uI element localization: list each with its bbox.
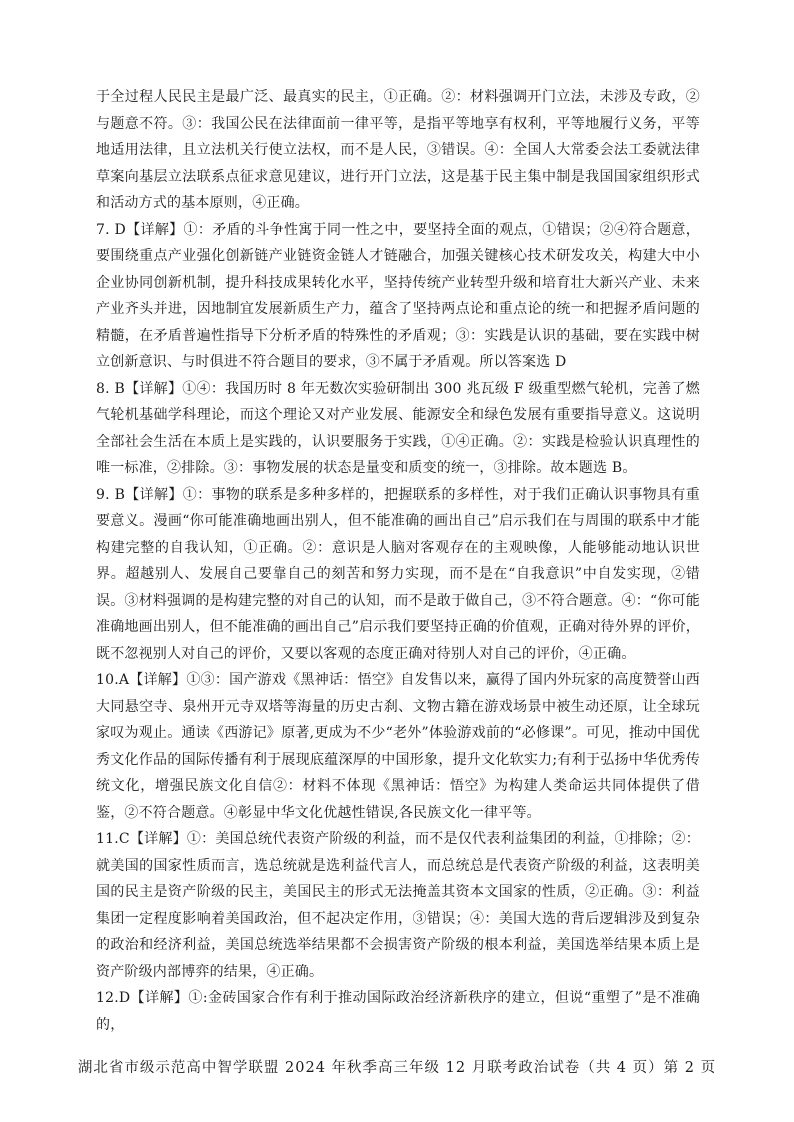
answer-paragraph-continued: 于全过程人民民主是最广泛、最真实的民主，①正确。②：材料强调开门立法，未涉及专政，②与题意不符。③：我国公民在法律面前一律平等，是指平等地享有权利，平等地履行义务，平等地适用法律，且立法机关行使立法权，而不是人民，③错误。④：全国人大常委会法工委就法律草案向基层立法联系点征求意见建议，进行开门立法，这是基于民主集中制是我国国家组织形式和活动方式的基本原则，④正确。 <box>96 89 700 211</box>
answer-paragraph-9: 9. B【详解】①：事物的联系是多种多样的，把握联系的多样性，对于我们正确认识事物具有重要意义。漫画“你可能准确地画出别人，但不能准确的画出自己”启示我们在与周围的联系中才能构建完整的自我认知，①正确。②：意识是人脑对客观存在的主观映像，人能够能动地认识世界。超越别人、发展自己要靠自己的刻苦和努力实现，而不是在“自我意识”中自发实现，②错误。③材料强调的是构建完整的对自己的认知，而不是敢于做自己，③不符合题意。④：“你可能准确地画出别人，但不能准确的画出自己”启示我们要坚持正确的价值观，正确对待外界的评价，既不忽视别人对自己的评价，又要以客观的态度正确对待别人对自己的评价，④正确。 <box>96 486 700 662</box>
answer-paragraph-12: 12.D【详解】①:金砖国家合作有利于推动国际政治经济新秩序的建立，但说“重塑了”是不准确的， <box>96 990 700 1033</box>
answer-paragraph-8: 8. B【详解】①④：我国历时 8 年无数次实验研制出 300 兆瓦级 F 级重型燃气轮机，完善了燃气轮机基础学科理论，而这个理论又对产业发展、能源安全和绿色发展有重要指导意义。这说明全部社会生活在本质上是实践的，认识要服务于实践，①④正确。②：实践是检验认识真理性的唯一标准，②排除。③：事物发展的状态是量变和质变的统一，③排除。故本题选 B。 <box>96 380 700 476</box>
page-footer: 湖北省市级示范高中智学联盟 2024 年秋季高三年级 12 月联考政治试卷（共 4 页）第 2 页 <box>77 1060 717 1076</box>
answer-paragraph-7: 7. D【详解】①：矛盾的斗争性寓于同一性之中，要坚持全面的观点，①错误；②④符合题意，要围绕重点产业强化创新链产业链资金链人才链融合，加强关键核心技术研发攻关，构建大中小企业协同创新机制，提升科技成果转化水平，坚持传统产业转型升级和培育壮大新兴产业、未来产业齐头并进，因地制宜发展新质生产力，蕴含了坚持两点论和重点论的统一和把握矛盾问题的精髓，在矛盾普遍性指导下分析矛盾的特殊性的矛盾观；③：实践是认识的基础，要在实践中树立创新意识、与时俱进不符合题目的要求，③不属于矛盾观。所以答案选 D <box>96 221 700 370</box>
answer-paragraph-10: 10.A【详解】①③：国产游戏《黑神话：悟空》自发售以来，赢得了国内外玩家的高度赞誉山西大同悬空寺、泉州开元寺双塔等海量的历史古刹、文物古籍在游戏场景中被生动还原，让全球玩家叹为观止。通读《西游记》原著,更成为不少“老外”体验游戏前的“必修课”。可见，推动中国优秀文化作品的国际传播有利于展现底蕴深厚的中国形象，提升文化软实力;有利于弘扬中华优秀传统文化，增强民族文化自信②：材料不体现《黑神话：悟空》为构建人类命运共同体提供了借鉴，②不符合题意。④彰显中华文化优越性错误,各民族文化一律平等。 <box>96 672 700 821</box>
answer-content <box>96 84 700 1038</box>
answer-paragraph-11: 11.C【详解】①：美国总统代表资产阶级的利益，而不是仅代表利益集团的利益，①排除；②：就美国的国家性质而言，选总统就是选利益代言人，而总统总是代表资产阶级的利益，这表明美国的民主是资产阶级的民主，美国民主的形式无法掩盖其资本文国家的性质，②正确。③：利益集团一定程度影响着美国政治，但不起决定作用，③错误；④：美国大选的背后逻辑涉及到复杂的政治和经济利益，美国总统选举结果都不会损害资产阶级的根本利益，美国选举结果本质上是资产阶级内部博弈的结果，④正确。 <box>96 831 700 980</box>
